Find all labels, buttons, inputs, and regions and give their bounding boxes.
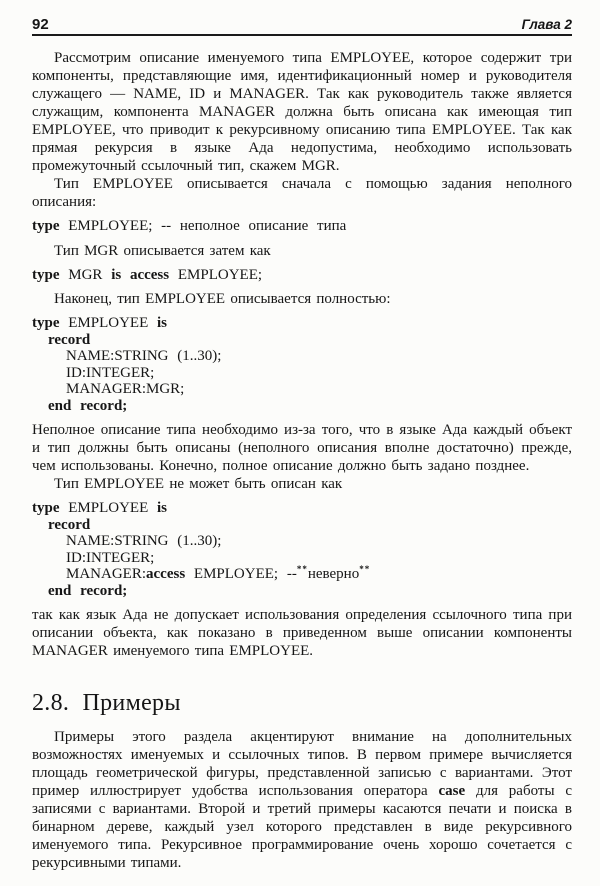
paragraph: [32, 606, 572, 660]
paragraph: [32, 421, 572, 475]
code-line: [32, 365, 572, 382]
text-run: NAME:STRING (1..30);: [66, 533, 222, 549]
chapter-label: Глава 2: [521, 17, 572, 32]
text-run: Примеры этого раздела акцентируют внимание на дополнительных возможностях именуемых и ссылочных типов. В первом примере вычисляется площадь геометрической фигуры, представленной записью с вариантами. Этот пример иллюстрирует удобства использования оператора: [32, 729, 572, 799]
superscript-text: **: [296, 564, 308, 574]
text-run: ID:INTEGER;: [66, 364, 155, 381]
code-line: [32, 315, 572, 332]
text-run: ID:INTEGER;: [66, 549, 155, 566]
keyword-text: record: [48, 331, 91, 348]
text-run: Рассмотрим описание именуемого типа EMPLOYEE, которое содержит три компоненты, представляющие имя, идентификационный номер и руководителя служащего — NAME, ID и MANAGER. Так как руководитель также является служащим, компонента MANAGER должна быть описана как имеющая тип EMPLOYEE, что приводит к рекурсивному описанию типа EMPLOYEE. Так как прямая рекурсия в языке Ада недопустима, необходимо использовать промежуточный ссылочный тип, скажем MGR.: [32, 50, 572, 174]
text-run: MGR: [59, 266, 112, 283]
header-rule: [32, 34, 572, 36]
code-line: [32, 583, 572, 600]
keyword-text: access: [146, 566, 186, 582]
code-block: [32, 500, 572, 599]
paragraph: [32, 290, 572, 308]
paragraph: [32, 475, 572, 493]
text-run: Неполное описание типа необходимо из-за того, что в языке Ада каждый объект и тип должны быть описаны (неполного описания вполне достаточно) прежде, чем использованы. Конечно, полное описание должно быть задано позднее.: [32, 422, 572, 474]
paragraph: [32, 49, 572, 175]
code-line: [32, 218, 572, 235]
code-block: [32, 315, 572, 414]
text-run: так как язык Ада не допускает использования определения ссылочного типа при описании объекта, как показано в приведенном выше описании компоненты MANAGER именуемого типа EMPLOYEE.: [32, 607, 572, 659]
keyword-text: end record;: [48, 397, 128, 414]
keyword-text: access: [129, 266, 170, 283]
text-run: Тип MGR описывается затем как: [54, 242, 271, 259]
keyword-text: case: [438, 783, 466, 799]
text-run: NAME:STRING (1..30);: [66, 348, 222, 364]
text-run: Тип EMPLOYEE описывается сначала с помощью задания неполного описания:: [32, 176, 572, 210]
text-run: EMPLOYEE; --: [185, 566, 297, 582]
paragraph: [32, 175, 572, 211]
code-block: [32, 218, 572, 235]
superscript-text: **: [359, 564, 371, 574]
paragraph: [32, 242, 572, 260]
text-run: EMPLOYEE: [59, 315, 157, 331]
keyword-text: record: [48, 516, 91, 533]
code-line: [32, 566, 572, 583]
keyword-text: type: [32, 266, 60, 283]
code-line: [32, 500, 572, 517]
keyword-text: type: [32, 218, 60, 234]
keyword-text: type: [32, 315, 60, 331]
keyword-text: is: [111, 266, 122, 283]
paragraph: [32, 728, 572, 872]
page-header: [32, 16, 572, 33]
text-run: EMPLOYEE; -- неполное описание типа: [59, 218, 347, 234]
text-run: EMPLOYEE;: [169, 266, 263, 283]
code-line: [32, 398, 572, 415]
code-block: [32, 267, 572, 284]
text-run: неверно: [307, 566, 360, 582]
page-number: 92: [32, 16, 49, 33]
text-run: Тип EMPLOYEE не может быть описан как: [54, 476, 343, 492]
code-line: [32, 348, 572, 365]
section-heading: 2.8. Примеры: [32, 690, 181, 716]
text-run: MANAGER:: [66, 566, 147, 582]
code-line: [32, 381, 572, 398]
code-line: [32, 267, 572, 284]
keyword-text: is: [157, 500, 168, 516]
text-run: [121, 267, 130, 283]
keyword-text: end record;: [48, 582, 128, 599]
text-run: для работы с записями с вариантами. Второй и третий примеры касаются печати и поиска в бинарном дереве, каждый узел которого представлен в виде рекурсивного именуемого типа. Рекурсивное программирование очень хорошо сочетается с рекурсивными типами.: [32, 783, 573, 871]
code-line: [32, 332, 572, 349]
code-line: [32, 517, 572, 534]
text-run: EMPLOYEE: [59, 500, 157, 516]
keyword-text: type: [32, 500, 60, 516]
text-run: MANAGER:MGR;: [66, 381, 185, 397]
code-line: [32, 533, 572, 550]
page-body: [32, 49, 572, 872]
keyword-text: is: [157, 315, 168, 331]
text-run: Наконец, тип EMPLOYEE описывается полностью:: [54, 291, 391, 307]
